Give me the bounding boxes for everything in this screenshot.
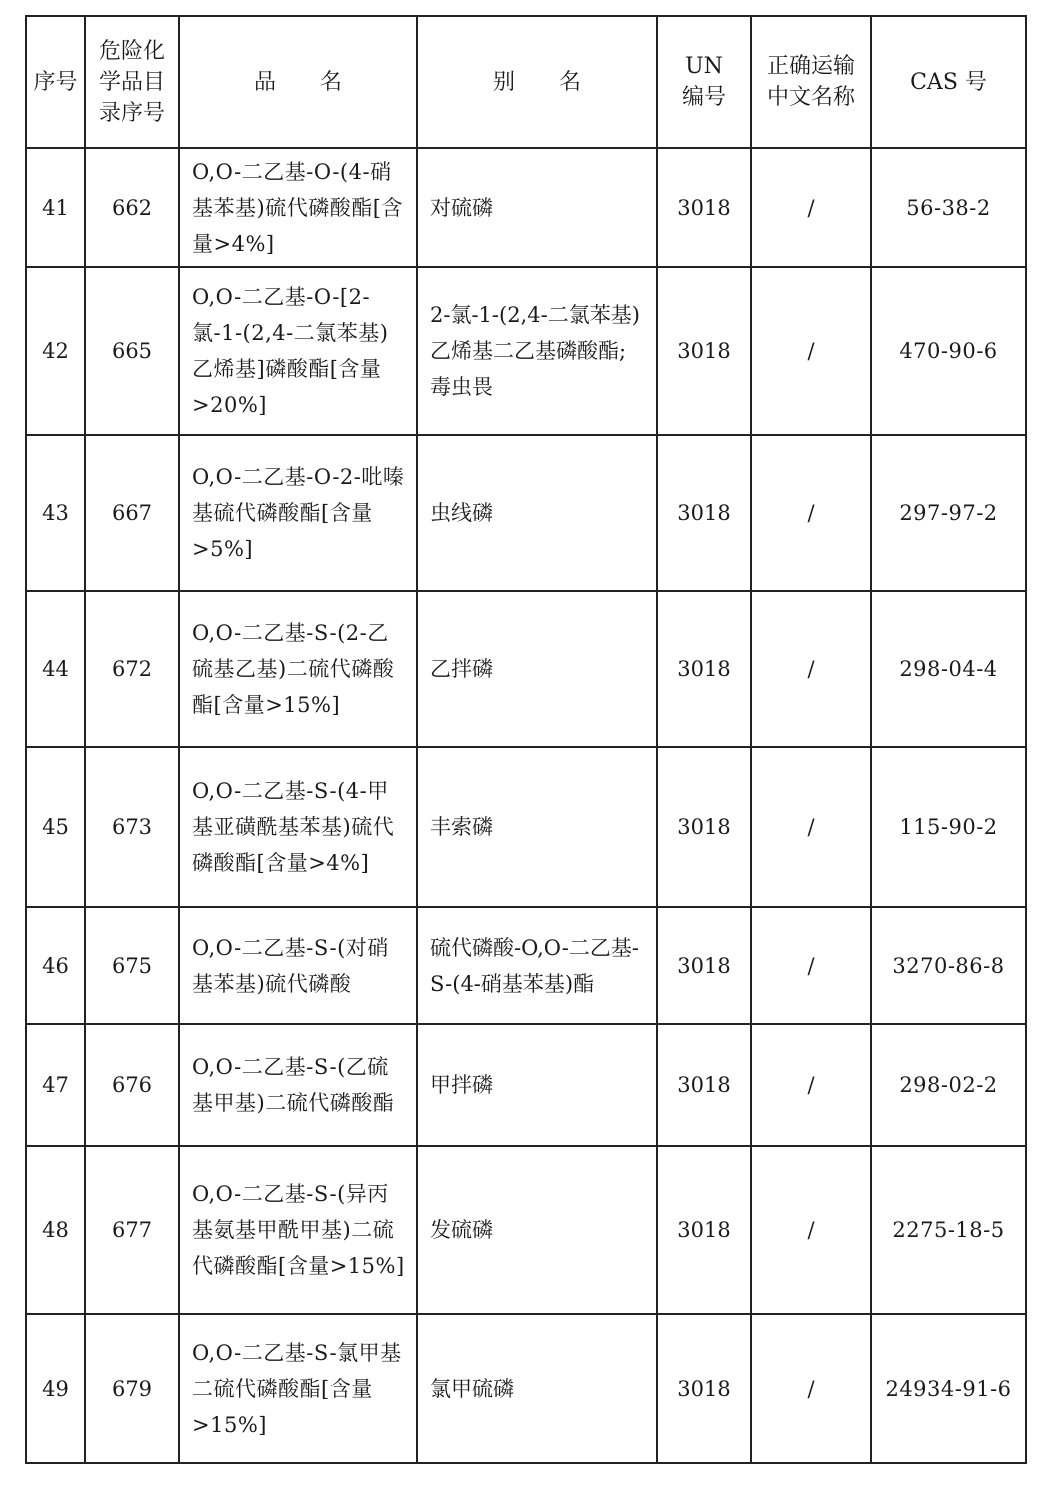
cell-cas: 470-90-6 bbox=[871, 267, 1026, 435]
cell-un: 3018 bbox=[657, 148, 751, 267]
cell-transport-name: / bbox=[751, 1314, 871, 1463]
cell-seq: 45 bbox=[26, 747, 85, 907]
cell-transport-name: / bbox=[751, 1146, 871, 1314]
cell-cas: 24934-91-6 bbox=[871, 1314, 1026, 1463]
cell-un: 3018 bbox=[657, 1146, 751, 1314]
table-row bbox=[26, 1024, 1026, 1146]
cell-cas: 2275-18-5 bbox=[871, 1146, 1026, 1314]
cell-name: O,O-二乙基-O-[2-氯-1-(2,4-二氯苯基)乙烯基]磷酸酯[含量>20%] bbox=[179, 267, 417, 435]
table-row bbox=[26, 148, 1026, 267]
header-seq: 序号 bbox=[26, 16, 85, 148]
cell-catalog-no: 662 bbox=[85, 148, 179, 267]
cell-transport-name: / bbox=[751, 907, 871, 1024]
cell-name: O,O-二乙基-O-(4-硝基苯基)硫代磷酸酯[含量>4%] bbox=[179, 148, 417, 267]
cell-alias: 甲拌磷 bbox=[417, 1024, 657, 1146]
cell-name: O,O-二乙基-S-(对硝基苯基)硫代磷酸 bbox=[179, 907, 417, 1024]
cell-cas: 56-38-2 bbox=[871, 148, 1026, 267]
cell-seq: 48 bbox=[26, 1146, 85, 1314]
cell-un: 3018 bbox=[657, 1024, 751, 1146]
cell-transport-name: / bbox=[751, 747, 871, 907]
chemical-catalog-sheet bbox=[25, 15, 1025, 1464]
cell-alias: 氯甲硫磷 bbox=[417, 1314, 657, 1463]
header-cas: CAS 号 bbox=[871, 16, 1026, 148]
cell-seq: 47 bbox=[26, 1024, 85, 1146]
cell-un: 3018 bbox=[657, 1314, 751, 1463]
cell-catalog-no: 679 bbox=[85, 1314, 179, 1463]
cell-transport-name: / bbox=[751, 148, 871, 267]
cell-transport-name: / bbox=[751, 591, 871, 747]
cell-catalog-no: 675 bbox=[85, 907, 179, 1024]
cell-catalog-no: 665 bbox=[85, 267, 179, 435]
cell-name: O,O-二乙基-S-(异丙基氨基甲酰甲基)二硫代磷酸酯[含量>15%] bbox=[179, 1146, 417, 1314]
cell-un: 3018 bbox=[657, 267, 751, 435]
cell-transport-name: / bbox=[751, 435, 871, 591]
cell-seq: 42 bbox=[26, 267, 85, 435]
cell-seq: 41 bbox=[26, 148, 85, 267]
cell-name: O,O-二乙基-S-(乙硫基甲基)二硫代磷酸酯 bbox=[179, 1024, 417, 1146]
cell-name: O,O-二乙基-O-2-吡嗪基硫代磷酸酯[含量>5%] bbox=[179, 435, 417, 591]
cell-un: 3018 bbox=[657, 747, 751, 907]
table-row bbox=[26, 1314, 1026, 1463]
header-row bbox=[26, 16, 1026, 148]
cell-alias: 硫代磷酸-O,O-二乙基-S-(4-硝基苯基)酯 bbox=[417, 907, 657, 1024]
header-transport-name: 正确运输 中文名称 bbox=[751, 16, 871, 148]
cell-cas: 297-97-2 bbox=[871, 435, 1026, 591]
header-name: 品 名 bbox=[179, 16, 417, 148]
table-row bbox=[26, 747, 1026, 907]
cell-catalog-no: 667 bbox=[85, 435, 179, 591]
cell-name: O,O-二乙基-S-(4-甲基亚磺酰基苯基)硫代磷酸酯[含量>4%] bbox=[179, 747, 417, 907]
cell-alias: 发硫磷 bbox=[417, 1146, 657, 1314]
cell-transport-name: / bbox=[751, 1024, 871, 1146]
header-alias: 别 名 bbox=[417, 16, 657, 148]
cell-name: O,O-二乙基-S-(2-乙硫基乙基)二硫代磷酸酯[含量>15%] bbox=[179, 591, 417, 747]
header-catalog-no: 危险化 学品目 录序号 bbox=[85, 16, 179, 148]
table-row bbox=[26, 907, 1026, 1024]
cell-seq: 44 bbox=[26, 591, 85, 747]
cell-cas: 298-02-2 bbox=[871, 1024, 1026, 1146]
cell-catalog-no: 672 bbox=[85, 591, 179, 747]
cell-seq: 46 bbox=[26, 907, 85, 1024]
cell-alias: 虫线磷 bbox=[417, 435, 657, 591]
table-row bbox=[26, 1146, 1026, 1314]
cell-catalog-no: 677 bbox=[85, 1146, 179, 1314]
cell-catalog-no: 673 bbox=[85, 747, 179, 907]
header-un: UN 编号 bbox=[657, 16, 751, 148]
table-row bbox=[26, 267, 1026, 435]
cell-un: 3018 bbox=[657, 907, 751, 1024]
cell-seq: 43 bbox=[26, 435, 85, 591]
cell-un: 3018 bbox=[657, 591, 751, 747]
cell-alias: 丰索磷 bbox=[417, 747, 657, 907]
table-row bbox=[26, 591, 1026, 747]
cell-cas: 115-90-2 bbox=[871, 747, 1026, 907]
cell-name: O,O-二乙基-S-氯甲基二硫代磷酸酯[含量>15%] bbox=[179, 1314, 417, 1463]
hazardous-chemicals-table bbox=[25, 15, 1027, 1464]
cell-catalog-no: 676 bbox=[85, 1024, 179, 1146]
cell-seq: 49 bbox=[26, 1314, 85, 1463]
cell-alias: 2-氯-1-(2,4-二氯苯基)乙烯基二乙基磷酸酯;毒虫畏 bbox=[417, 267, 657, 435]
table-row bbox=[26, 435, 1026, 591]
cell-alias: 对硫磷 bbox=[417, 148, 657, 267]
cell-un: 3018 bbox=[657, 435, 751, 591]
cell-alias: 乙拌磷 bbox=[417, 591, 657, 747]
cell-cas: 298-04-4 bbox=[871, 591, 1026, 747]
cell-cas: 3270-86-8 bbox=[871, 907, 1026, 1024]
cell-transport-name: / bbox=[751, 267, 871, 435]
